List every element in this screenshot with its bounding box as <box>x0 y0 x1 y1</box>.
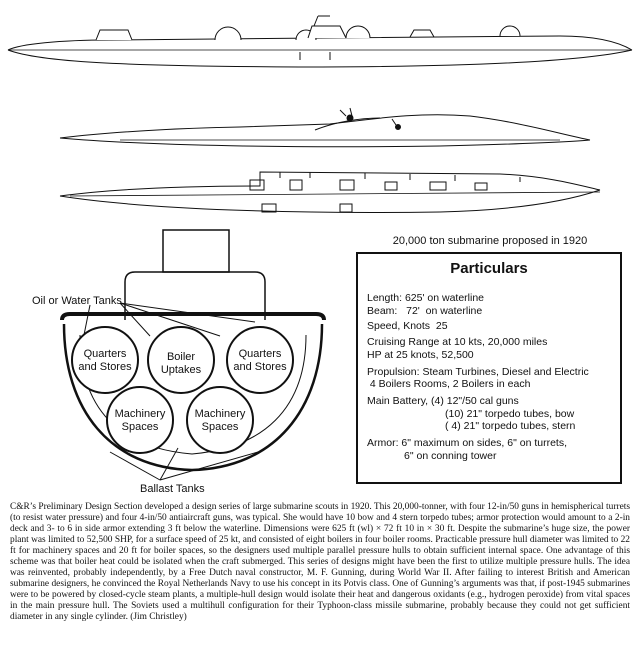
sectional-plan-drawing <box>60 172 600 212</box>
deck-plan-drawing <box>60 108 590 147</box>
side-profile-drawing <box>8 16 632 67</box>
boiler-uptakes-label-1: Boiler <box>166 351 196 363</box>
quarters-left-label-1: Quarters <box>83 348 127 360</box>
particulars-panel <box>356 252 622 484</box>
quarters-right-label-2: and Stores <box>233 361 287 373</box>
particulars-line: (10) 21" torpedo tubes, bow <box>445 408 575 420</box>
particulars-line: ( 4) 21" torpedo tubes, stern <box>445 420 576 432</box>
quarters-left-label-2: and Stores <box>78 361 132 373</box>
boiler-uptakes-label-2: Uptakes <box>160 364 202 376</box>
machinery-right-label-2: Spaces <box>201 421 239 433</box>
particulars-line: Main Battery, (4) 12"/50 cal guns <box>367 395 519 407</box>
description-paragraph: C&R’s Preliminary Design Section developed a design series of large submarine scouts in 1920. This 20,000-tonner, with four 12-in/50 guns in hemispherical turrets (to resist water pressure) and four 4-in/50 antiaircraft guns, was typical. She would have 10 bow and 4 stern torpedo tubes; armor protection would amount to a 2-in deck and 3- to 6 in side armor extending 3 ft below the waterline. Dimensions were 625 ft (wl) × 72 ft 10 in × 30 ft. Despite the submarine’s huge size, the power plant was limited to 52,500 SHP, for a surface speed of 25 kt, and consisted of eight boilers in four boiler rooms. Practicable pressure hull diameter was limited to 22 ft for machinery spaces and 20 ft for boiler spaces, so the designers used multiple parallel pressure hulls to obtain sufficient internal space. One advantage of this scheme was that boiler heat could be isolated when the craft submerged. This series of designs might have been the first to utilize multiple pressure hulls. The idea was reinvented, probably independently, by a Free Dutch naval constructor, M. F. Gunning, during World War II. After failing to interest British and American submarine designers, he convinced the Royal Netherlands Navy to use his concept in its Potvis class. One of Gunning’s arguments was that, if post-1945 submarines were to be powered by closed-cycle steam plants, a multiple-hull design would isolate their heat and dangerous oxidants (e.g., hydrogen peroxide) from vital spaces in the main pressure hull. The Soviets used a multihull configuration for their Typhoon-class missile submarine, probably because they could not get sufficient diameter in any single cylinder. (Jim Christley) <box>10 502 630 623</box>
machinery-left-label-2: Spaces <box>121 421 159 433</box>
quarters-right-label-1: Quarters <box>238 348 282 360</box>
particulars-line: Armor: 6" maximum on sides, 6" on turrets, <box>367 437 568 449</box>
particulars-line: Cruising Range at 10 kts, 20,000 miles <box>367 336 548 348</box>
particulars-line: HP at 25 knots, 52,500 <box>367 349 474 361</box>
particulars-line: 4 Boilers Rooms, 2 Boilers in each <box>367 378 531 390</box>
ballast-tanks-label: Ballast Tanks <box>140 483 205 495</box>
particulars-line: 6" on conning tower <box>404 450 497 462</box>
particulars-line: Length: 625' on waterline <box>367 292 485 304</box>
particulars-line: Speed, Knots 25 <box>367 320 448 332</box>
figure-caption: 20,000 ton submarine proposed in 1920 <box>392 235 588 247</box>
machinery-right-label-1: Machinery <box>194 408 246 420</box>
particulars-line: Propulsion: Steam Turbines, Diesel and Electric <box>367 366 589 378</box>
particulars-title: Particulars <box>450 260 528 277</box>
particulars-line: Beam: 72' on waterline <box>367 305 483 317</box>
machinery-left-label-1: Machinery <box>114 408 166 420</box>
oil-water-tanks-label: Oil or Water Tanks <box>32 295 122 307</box>
